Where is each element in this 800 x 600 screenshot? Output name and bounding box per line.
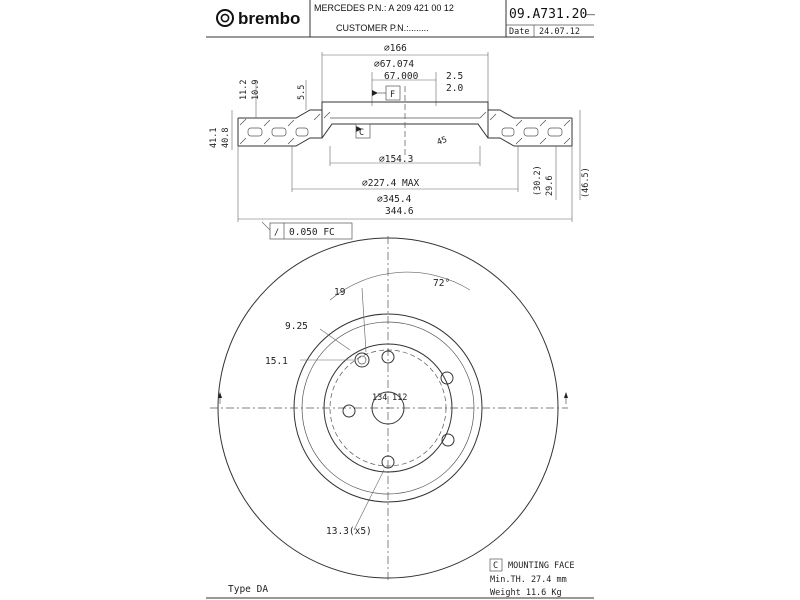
dia-outer-upper: ∅345.4: [377, 194, 412, 205]
date-value: 24.07.12: [539, 27, 580, 37]
vent-slots-right: [502, 128, 562, 136]
hat-step-upper: 2.5: [446, 71, 464, 82]
customer-part-number: CUSTOMER P.N.:........: [336, 23, 429, 33]
feature-F-box: [372, 86, 400, 100]
thickness-lower: 40.8: [221, 127, 231, 148]
mounting-face-label: MOUNTING FACE: [508, 561, 575, 571]
part-code-suffix: —: [586, 9, 595, 19]
min-thickness: Min.TH. 27.4 mm: [490, 575, 567, 585]
footer-block: [206, 559, 594, 598]
brand-name: brembo: [238, 9, 301, 28]
hole-spec: 13.3(x5): [326, 526, 372, 537]
weight: Weight 11.6 Kg: [490, 588, 562, 598]
right-height-1-upper: (30.2): [533, 165, 543, 196]
feature-C-label: C: [359, 128, 365, 138]
thickness-upper: 41.1: [209, 127, 219, 148]
feature-F-label: F: [390, 90, 396, 100]
dia-center-upper: ∅67.074: [374, 59, 415, 70]
mount-symbol: C: [493, 561, 499, 571]
dia-outer-lower: 344.6: [385, 206, 414, 217]
section-view: [209, 43, 591, 239]
hat-step-lower: 2.0: [446, 83, 464, 94]
front-view: [210, 236, 568, 580]
disc-type: Type DA: [228, 584, 269, 595]
vent-slots-left: [248, 128, 308, 136]
angle-72: 72°: [433, 278, 451, 289]
runout-symbol: /: [274, 228, 280, 238]
dia-inner: ∅154.3: [379, 154, 414, 165]
right-height-2: (46.5): [581, 167, 591, 198]
angle-45: 45: [435, 134, 449, 148]
feature-C-box: [356, 124, 370, 138]
left-height-2: 10.9: [251, 79, 261, 100]
dim-15-1: 15.1: [265, 356, 288, 367]
oem-part-number: MERCEDES P.N.: A 209 421 00 12: [314, 3, 454, 13]
dim-9-25: 9.25: [285, 321, 308, 332]
dia-max: ∅227.4 MAX: [362, 178, 420, 189]
dia-center-lower: 67.000: [384, 71, 419, 82]
dim-19: 19: [334, 287, 346, 298]
right-height-1-lower: 29.6: [545, 175, 555, 196]
dia-hat: ∅166: [384, 43, 407, 54]
part-code: 09.A731.20: [509, 7, 588, 22]
left-height-3: 5.5: [297, 84, 307, 100]
pcd-134: 134: [372, 393, 388, 403]
runout-frame: [262, 222, 352, 239]
runout-value: 0.050 FC: [289, 227, 335, 238]
brembo-logo: [217, 9, 300, 28]
bolt-holes: [343, 351, 454, 468]
pcd-112: 112: [392, 393, 408, 403]
date-label: Date: [509, 27, 530, 37]
title-block: [206, 0, 595, 37]
left-height-1: 11.2: [239, 79, 249, 100]
locating-hole: [355, 353, 369, 367]
